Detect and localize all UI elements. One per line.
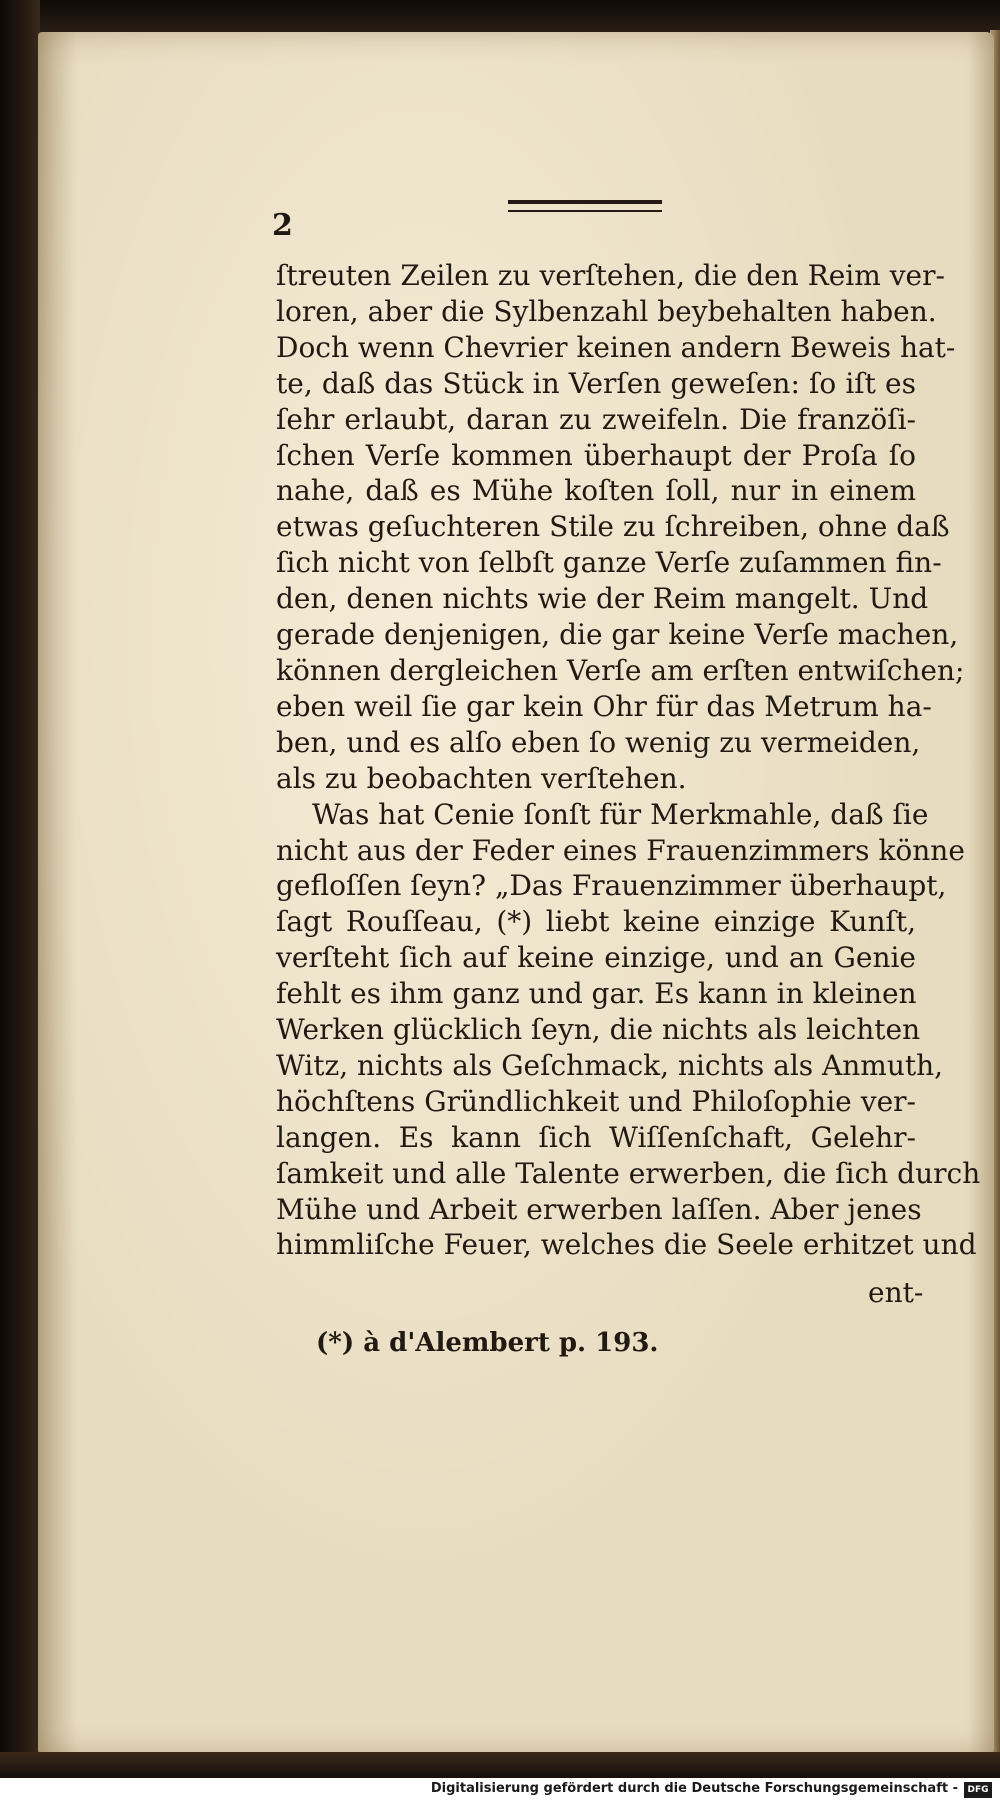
book-bottom-edge [0,1752,1000,1778]
text-line: ſamkeit und alle Talente erwerben, die ſich durch [276,1156,981,1190]
text-line: loren, aber die Sylbenzahl beybehalten haben. [276,294,937,328]
text-line: den, denen nichts wie der Reim mangelt. Und [276,582,929,616]
text-line: Mühe und Arbeit erwerben laſſen. Aber jenes [276,1192,922,1226]
text-line: ben, und es alſo eben ſo wenig zu vermeiden, [276,725,921,759]
text-line: gefloſſen ſeyn? „Das Frauenzimmer überhaupt, [276,869,947,903]
text-line: Witz, nichts als Geſchmack, nichts als Anmuth, [276,1048,944,1082]
body-text [276,258,981,1263]
footnote: (*) à d'Alembert p. 193. [316,1328,659,1358]
text-line: langen. Es kann ſich Wiſſenſchaft, Gelehr- [276,1120,916,1154]
text-line: ſchen Verſe kommen überhaupt der Proſa ſo [276,438,916,472]
text-line: te, daß das Stück in Verſen geweſen: ſo iſt es [276,366,916,400]
text-line: ſehr erlaubt, daran zu zweifeln. Die franzöſi- [276,402,916,436]
text-line: etwas geſuchteren Stile zu ſchreiben, ohne daß [276,510,950,544]
text-line: ſich nicht von ſelbſt ganze Verſe zuſammen fin- [276,546,942,580]
header-ornament-rule [508,200,662,212]
dfg-logo: DFG [964,1782,992,1798]
book-spine-shadow [0,0,40,1803]
text-line: gerade denjenigen, die gar keine Verſe machen, [276,618,959,652]
page-number: 2 [272,208,293,243]
text-line: Doch wenn Chevrier keinen andern Beweis hat- [276,330,956,364]
text-line: als zu beobachten verſtehen. [276,761,687,795]
sponsor-text: Digitalisierung gefördert durch die Deutsche Forschungsgemeinschaft - [430,1781,958,1796]
text-line: eben weil ſie gar kein Ohr für das Metrum ha- [276,689,932,723]
text-line: höchſtens Gründlichkeit und Philoſophie ver- [276,1084,916,1118]
catchword: ent- [868,1276,924,1309]
sponsor-bar [0,1778,1000,1803]
text-line: können dergleichen Verſe am erſten entwiſchen; [276,653,965,687]
text-line: ſagt Rouſſeau, (*) liebt keine einzige Kunſt, [276,905,916,939]
text-line: nicht aus der Feder eines Frauenzimmers könne [276,833,965,867]
text-line: ſtreuten Zeilen zu verſtehen, die den Reim ver- [276,259,945,292]
text-line: verſteht ſich auf keine einzige, und an Genie [276,941,916,975]
text-line: Werken glücklich ſeyn, die nichts als leichten [276,1013,921,1047]
text-line: fehlt es ihm ganz und gar. Es kann in kleinen [276,977,917,1011]
text-line: nahe, daß es Mühe koſten ſoll, nur in einem [276,474,916,508]
book-top-edge [0,0,1000,34]
text-line: himmliſche Feuer, welches die Seele erhitzet und [276,1228,977,1262]
text-line: Was hat Cenie ſonſt für Merkmahle, daß ſie [312,797,929,831]
